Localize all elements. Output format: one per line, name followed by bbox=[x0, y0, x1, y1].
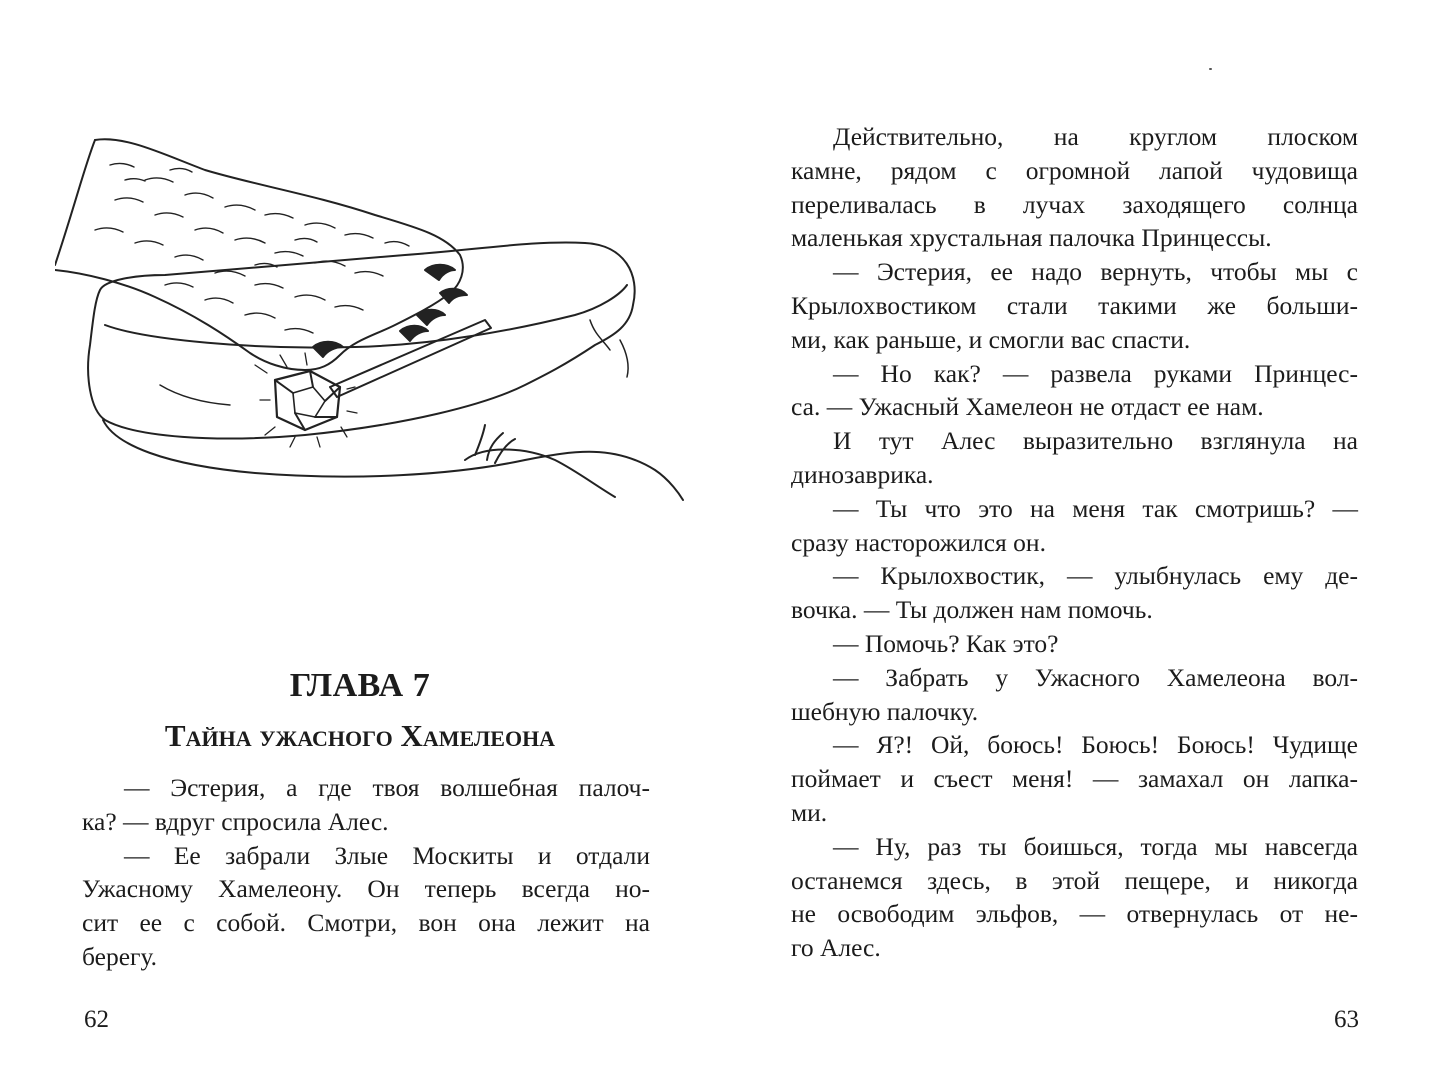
text-line: ми, как раньше, и смогли вас спасти. bbox=[791, 324, 1191, 354]
paw-on-stone-with-wand-illustration bbox=[55, 125, 685, 525]
text-line: динозаврика. bbox=[791, 459, 934, 489]
text-line: маленькая хрустальная палочка Принцессы. bbox=[791, 223, 1272, 253]
text-line: шебную палочку. bbox=[791, 696, 979, 726]
text-line: камне, рядом с огромной лапой чудовища bbox=[791, 155, 1358, 185]
text-line: — Я?! Ой, боюсь! Боюсь! Боюсь! Чудище bbox=[833, 730, 1358, 760]
text-line: И тут Алес выразительно взглянула на bbox=[833, 426, 1358, 456]
text-line: не освободим эльфов, — отвернулась от не- bbox=[791, 899, 1358, 929]
text-line: — Крылохвостик, — улыбнулась ему де- bbox=[833, 561, 1358, 591]
text-line: — Эстерия, ее надо вернуть, чтобы мы с bbox=[833, 257, 1358, 287]
text-line: сит ее с собой. Смотри, вон она лежит на bbox=[82, 908, 650, 938]
page-number-right: 63 bbox=[1334, 1006, 1359, 1033]
print-speck bbox=[1209, 68, 1212, 70]
text-line: ка? — вдруг спросила Алес. bbox=[82, 806, 389, 836]
text-line: го Алес. bbox=[791, 933, 881, 963]
page-number-left: 62 bbox=[84, 1006, 109, 1033]
text-line: останемся здесь, в этой пещере, и никогда bbox=[791, 865, 1358, 895]
text-line: са. — Ужасный Хамелеон не отдаст ее нам. bbox=[791, 392, 1264, 422]
text-line: вочка. — Ты должен нам помочь. bbox=[791, 595, 1153, 625]
text-line: Ужасному Хамелеону. Он теперь всегда но- bbox=[82, 874, 650, 904]
text-line: — Ее забрали Злые Москиты и отдали bbox=[124, 840, 650, 870]
text-line: переливалась в лучах заходящего солнца bbox=[791, 189, 1358, 219]
text-line: сразу насторожился он. bbox=[791, 527, 1046, 557]
text-line: берегу. bbox=[82, 941, 158, 971]
text-line: — Но как? — развела руками Принцес- bbox=[833, 358, 1358, 388]
text-line: — Эстерия, а где твоя волшебная палоч- bbox=[124, 773, 650, 802]
text-line: поймает и съест меня! — замахал он лапка- bbox=[791, 764, 1358, 794]
text-line: — Ну, раз ты боишься, тогда мы навсегда bbox=[833, 831, 1358, 861]
text-line: — Помочь? Как это? bbox=[833, 628, 1059, 658]
chapter-number: ГЛАВА 7 bbox=[289, 667, 431, 704]
text-line: ми. bbox=[791, 797, 828, 827]
text-line: — Ты что это на меня так смотришь? — bbox=[833, 493, 1358, 523]
right-body-text bbox=[791, 120, 1358, 965]
text-line: Действительно, на круглом плоском bbox=[833, 122, 1358, 151]
chapter-title: Тайна ужасного Хамелеона bbox=[164, 718, 556, 753]
text-line: — Забрать у Ужасного Хамелеона вол- bbox=[833, 662, 1358, 692]
left-body-text bbox=[82, 771, 650, 974]
text-line: Крылохвостиком стали такими же больши- bbox=[791, 290, 1358, 320]
